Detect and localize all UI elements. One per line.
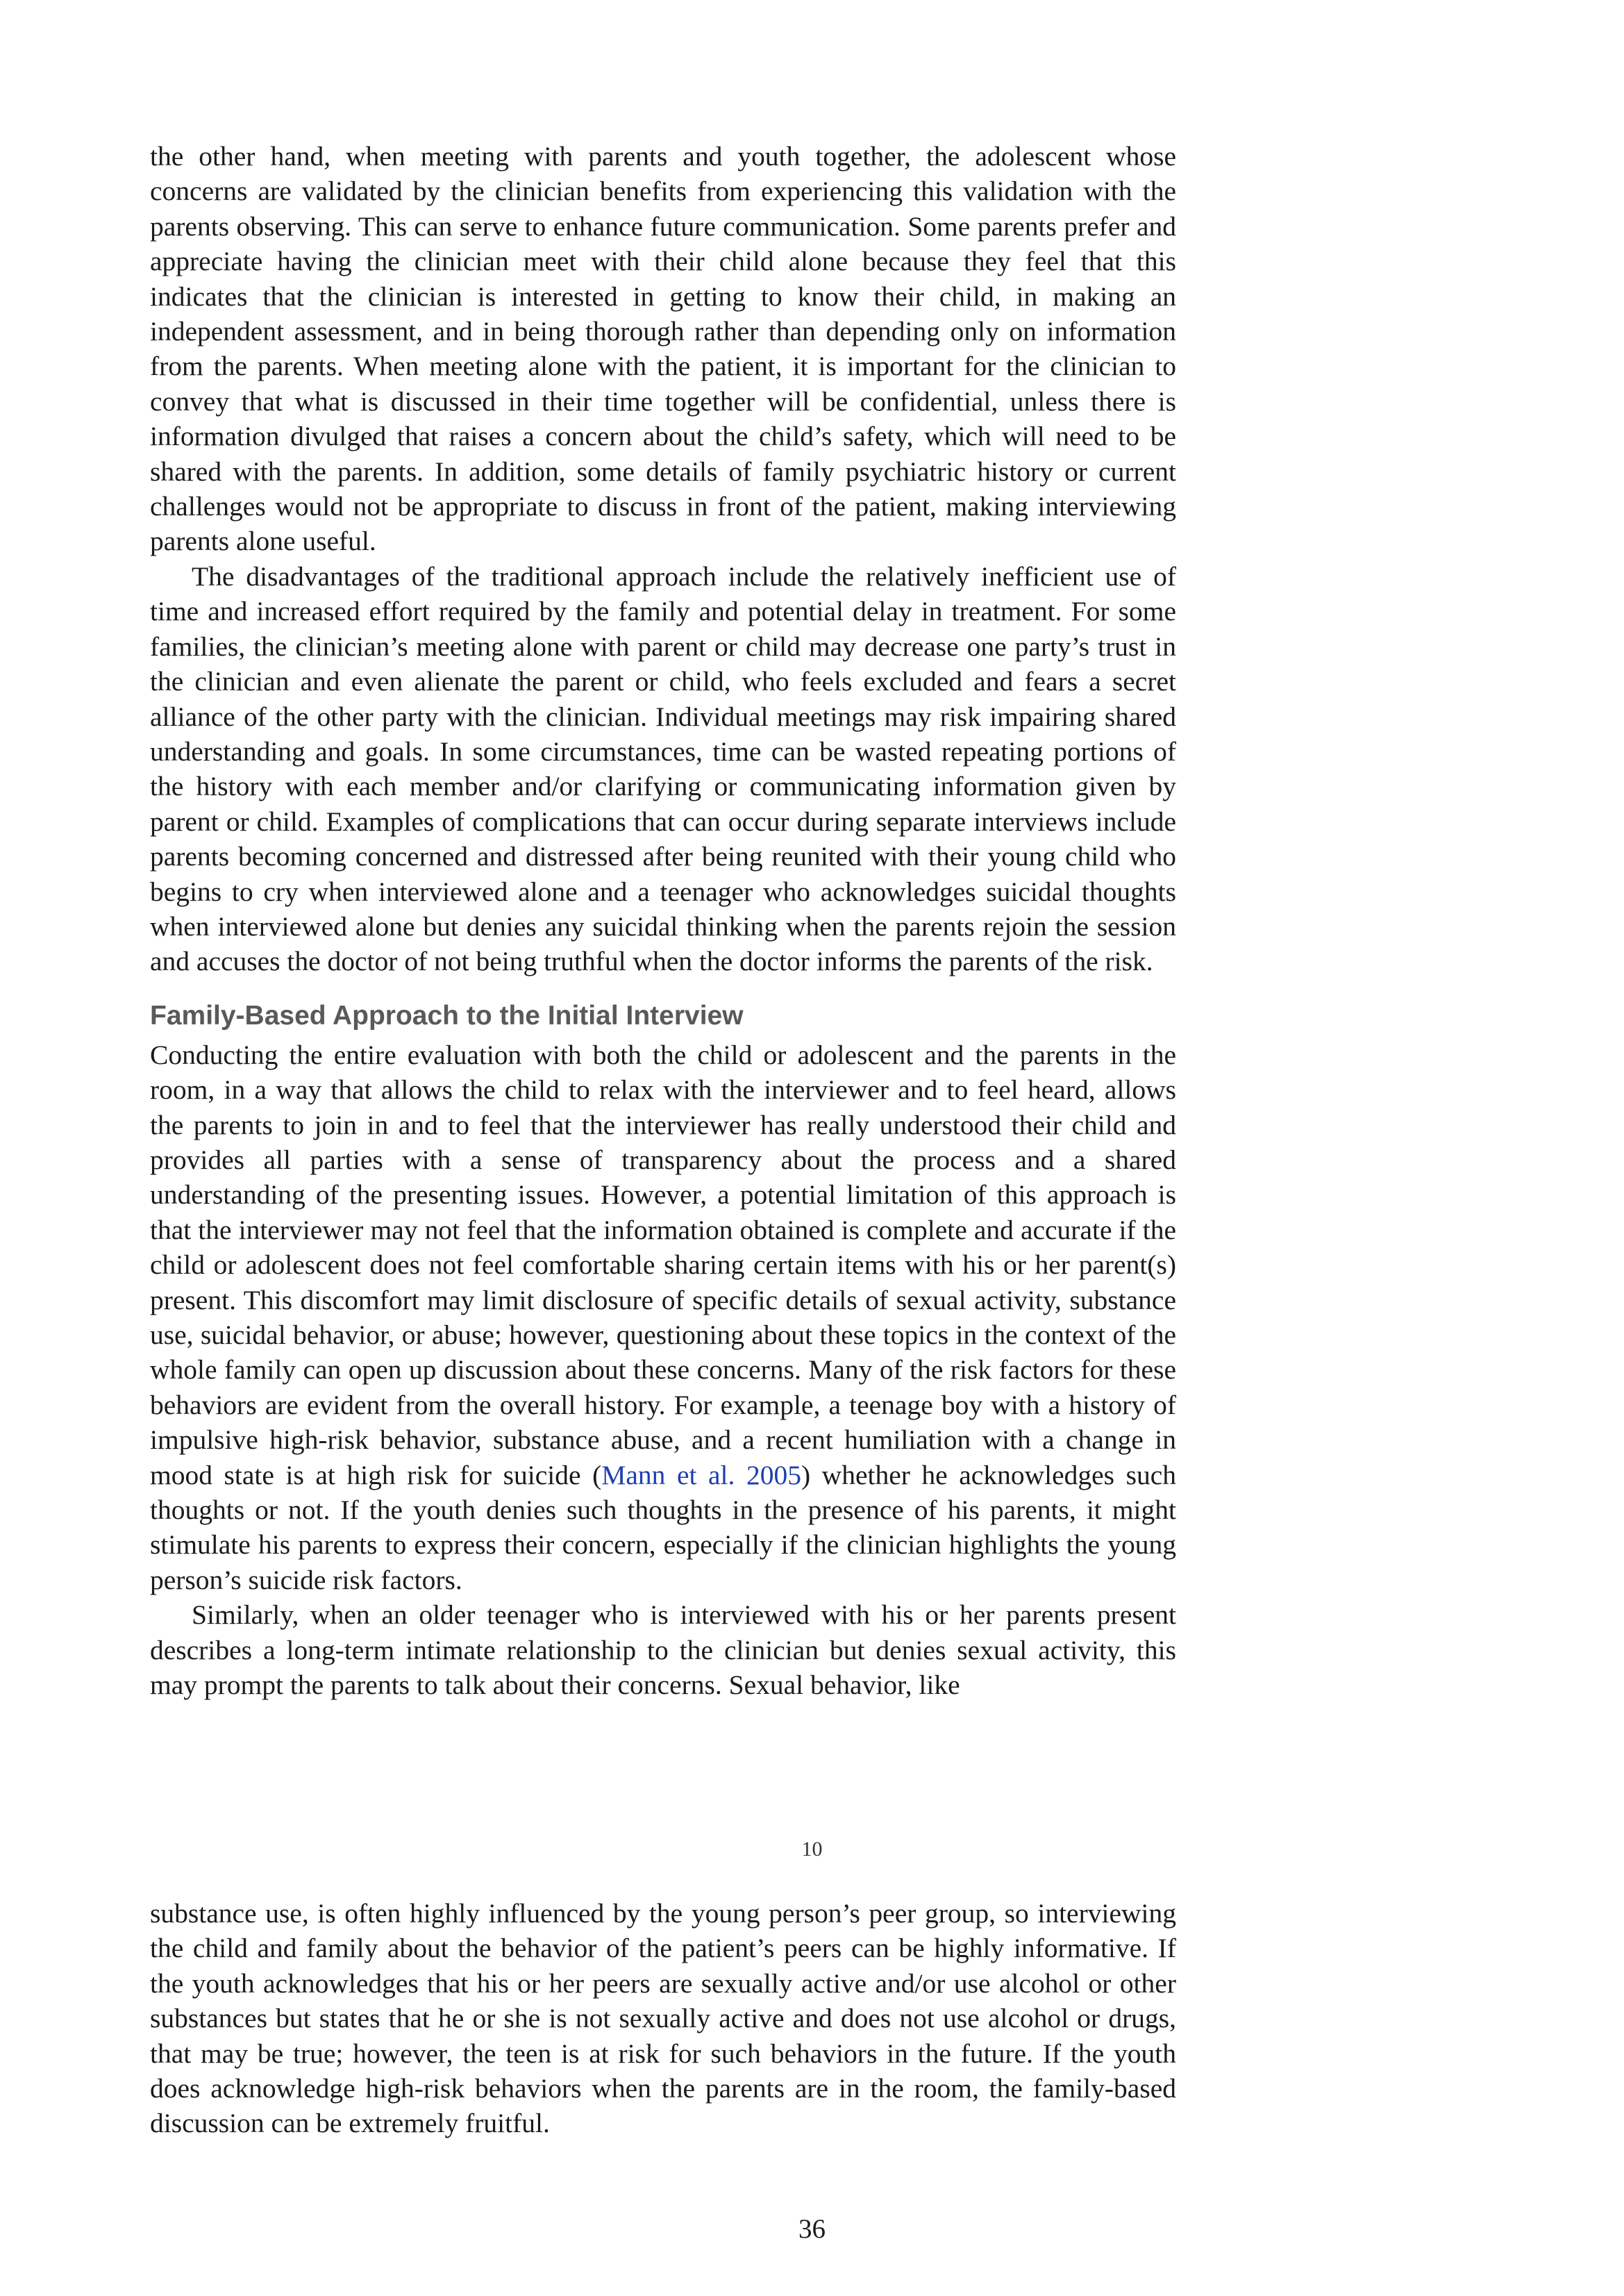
- inner-page-number: [0, 1838, 1624, 1861]
- paragraph-text-after-citation: ) whether he acknowledges such thoughts or not. If the youth denies such thoughts in the presence of his parents, it might stimulate his parents to express their concern, especially if the clinician highlights the young person’s suicide risk factors.: [150, 1459, 1176, 1595]
- paragraph-family-approach: [150, 1038, 1176, 1598]
- body-block-bottom: [150, 1896, 1176, 2141]
- paragraph-continuation: the other hand, when meeting with parents and youth together, the adolescent whose concerns are validated by the clinician benefits from experiencing this validation with the parents observing. This can serve to enhance future communication. Some parents prefer and appreciate having the clinician meet with their child alone because they feel that this indicates that the clinician is interested in getting to know their child, in making an independent assessment, and in being thorough rather than depending only on information from the parents. When meeting alone with the patient, it is important for the clinician to convey that what is discussed in their time together will be confidential, unless there is information divulged that raises a concern about the child’s safety, which will need to be shared with the parents. In addition, some details of family psychiatric history or current challenges would not be appropriate to discuss in front of the patient, making interviewing parents alone useful.: [150, 141, 1176, 557]
- page-number: [0, 2214, 1624, 2245]
- paragraph-text-before-citation: Conducting the entire evaluation with both the child or adolescent and the parents in the room, in a way that allows the child to relax with the interviewer and to feel heard, allows the parents to join in and to feel that the interviewer has really understood their child and provides all parties with a sense of transparency about the process and a shared understanding of the presenting issues. However, a potential limitation of this approach is that the interviewer may not feel that the information obtained is complete and accurate if the child or adolescent does not feel comfortable sharing certain items with his or her parent(s) present. This discomfort may limit disclosure of specific details of sexual activity, substance use, suicidal behavior, or abuse; however, questioning about these topics in the context of the whole family can open up discussion about these concerns. Many of the risk factors for these behaviors are evident from the overall history. For example, a teenage boy with a history of impulsive high-risk behavior, substance abuse, and a recent humiliation with a change in mood state is at high risk for suicide (: [150, 1039, 1176, 1490]
- paragraph-older-teenager: Similarly, when an older teenager who is interviewed with his or her parents present describes a long-term intimate relationship to the clinician but denies sexual activity, this may prompt the parents to talk about their concerns. Sexual behavior, like: [150, 1599, 1176, 1701]
- paragraph-disadvantages: The disadvantages of the traditional approach include the relatively inefficient use of time and increased effort required by the family and potential delay in treatment. For some families, the clinician’s meeting alone with parent or child may decrease one party’s trust in the clinician and even alienate the parent or child, who feels excluded and fears a secret alliance of the other party with the clinician. Individual meetings may risk impairing shared understanding and goals. In some circumstances, time can be wasted repeating portions of the history with each member and/or clarifying or communicating information given by parent or child. Examples of complications that can occur during separate interviews include parents becoming concerned and distressed after being reunited with their young child who begins to cry when interviewed alone and a teenager who acknowledges suicidal thoughts when interviewed alone but denies any suicidal thinking when the parents rejoin the session and accuses the doctor of not being truthful when the doctor informs the parents of the risk.: [150, 560, 1176, 977]
- paragraph-peer-group: substance use, is often highly influenced by the young person’s peer group, so interviewing the child and family about the behavior of the patient’s peers can be highly informative. If the youth acknowledges that his or her peers are sexually active and/or use alcohol or other substances but states that he or she is not sexually active and does not use alcohol or drugs, that may be true; however, the teen is at risk for such behaviors in the future. If the youth does acknowledge high-risk behaviors when the parents are in the room, the family-based discussion can be extremely fruitful.: [150, 1898, 1176, 2139]
- inner-page-number-text: 10: [801, 1838, 823, 1861]
- page-number-text: 36: [798, 2214, 826, 2244]
- section-heading: Family-Based Approach to the Initial Interview: [150, 1000, 744, 1031]
- body-block-top: [150, 139, 1176, 1702]
- citation-link[interactable]: Mann et al. 2005: [601, 1459, 801, 1490]
